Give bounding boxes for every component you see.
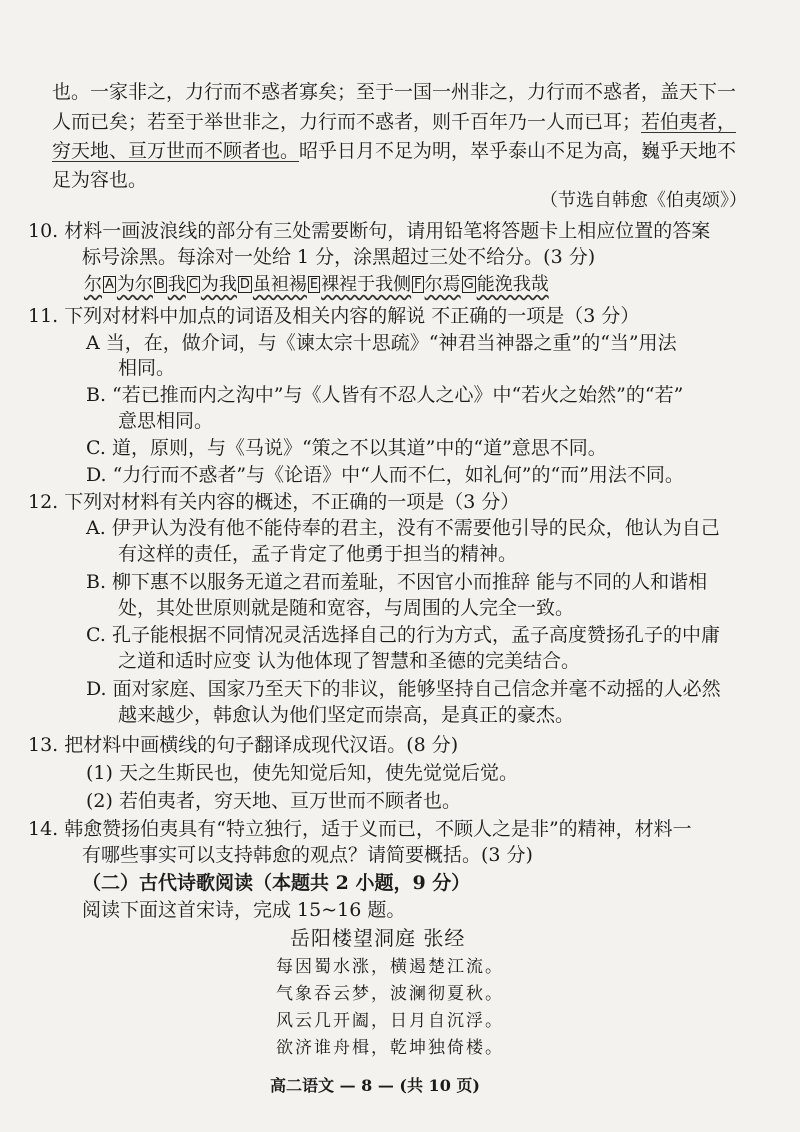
poem-line: 风云几开阖，日月自沉浮。	[276, 1011, 504, 1031]
q11-stem: 11. 下列对材料中加点的词语及相关内容的解说 不正确的一项是（3 分）	[28, 305, 640, 327]
option-box-b[interactable]: B	[155, 277, 165, 292]
passage-text: 人而已矣；若至于举世非之，力行而不惑者，则千百年乃一人而已耳；	[52, 111, 642, 133]
option-box-f[interactable]: F	[414, 277, 422, 292]
underlined-sentence: 穷天地、亘万世而不顾者也。	[52, 140, 300, 162]
passage-text: 也。一家非之，力行而不惑者寡矣；至于一国一州非之，力行而不惑者，盖天下一	[52, 81, 737, 103]
page-footer: 高二语文 — 8 — (共 10 页)	[270, 1076, 480, 1095]
underlined-sentence: 若伯夷者，	[641, 111, 737, 133]
q11-option-b-cont: 意思相同。	[118, 410, 214, 432]
poem-title: 岳阳楼望洞庭 张经	[290, 926, 466, 950]
q12-stem: 12. 下列对材料有关内容的概述，不正确的一项是（3 分）	[28, 491, 520, 513]
q12-option-b-cont: 处，其处世原则就是随和宽容，与周围的人完全一致。	[118, 597, 575, 619]
passage-text: 昭乎日月不足为明，崒乎泰山不足为高，巍乎天地不	[299, 140, 737, 162]
passage-line-2	[52, 110, 736, 134]
q13-stem: 13. 把材料中画横线的句子翻译成现代汉语。(8 分)	[28, 734, 459, 756]
poem-line: 气象吞云梦，波澜彻夏秋。	[276, 984, 504, 1004]
q11-option-a: A 当，在，做介词，与《谏太宗十思疏》“神君当神器之重”的“当”用法	[86, 332, 677, 354]
q11-option-b: B. “若已推而内之沟中”与《人皆有不忍人之心》中“若火之始然”的“若”	[86, 384, 684, 406]
option-box-d[interactable]: D	[239, 277, 250, 292]
q11-option-d: D. “力行而不惑者”与《论语》中“人而不仁，如礼何”的“而”用法不同。	[86, 464, 684, 486]
poem-line: 每因蜀水涨，横遏楚江流。	[276, 957, 504, 977]
passage-source: （节选自韩愈《伯夷颂》）	[540, 190, 747, 211]
section-heading: （二）古代诗歌阅读（本题共 2 小题，9 分）	[82, 872, 471, 894]
q12-option-d: D. 面对家庭、国家乃至天下的非议，能够坚持自己信念并毫不动摇的人必然	[86, 678, 721, 700]
q11-option-a-cont: 相同。	[118, 357, 176, 379]
passage-line-4	[52, 168, 147, 192]
q12-option-a: A. 伊尹认为没有他不能侍奉的君主，没有不需要他引导的民众，他认为自己	[86, 517, 720, 539]
q10-stem: 标号涂黑。每涂对一处给 1 分，涂黑超过三处不给分。(3 分)	[82, 246, 596, 268]
q11-option-c: C. 道，原则，与《马说》“策之不以其道”中的“道”意思不同。	[86, 437, 607, 459]
option-box-e[interactable]: E	[309, 277, 319, 292]
q10-stem: 10. 材料一画波浪线的部分有三处需要断句，请用铅笔将答题卡上相应位置的答案	[28, 220, 711, 242]
q12-option-a-cont: 有这样的责任，孟子肯定了他勇于担当的精神。	[118, 543, 518, 565]
q12-option-c-cont: 之道和适时应变 认为他体现了智慧和圣德的完美结合。	[118, 650, 581, 672]
q10-sentence	[84, 273, 549, 297]
passage-text: 足为容也。	[52, 169, 148, 191]
section-intro: 阅读下面这首宋诗，完成 15~16 题。	[82, 899, 406, 921]
option-box-a[interactable]: A	[105, 277, 114, 292]
q12-option-d-cont: 越来越少，韩愈认为他们坚定而崇高，是真正的豪杰。	[118, 704, 575, 726]
q13-sentence-1: (1) 天之生斯民也，使先知觉后知，使先觉觉后觉。	[86, 762, 518, 784]
q12-option-b: B. 柳下惠不以服务无道之君而羞耻，不因官小而推辞 能与不同的人和谐相	[86, 571, 708, 593]
q12-option-c: C. 孔子能根据不同情况灵活选择自己的行为方式，孟子高度赞扬孔子的中庸	[86, 624, 720, 646]
passage-line-3	[52, 139, 736, 163]
option-box-g[interactable]: G	[463, 277, 474, 292]
wavy-sentence: 尔 A 为尔 B 我 C 为我 D 虽袒裼 E 裸裎于我侧 F 尔焉 G 能浼我哉	[84, 274, 549, 295]
option-box-c[interactable]: C	[188, 277, 198, 292]
q14-stem-cont: 有哪些事实可以支持韩愈的观点？请简要概括。(3 分)	[82, 844, 533, 866]
passage-line-1	[52, 80, 736, 104]
poem-line: 欲济谁舟楫，乾坤独倚楼。	[276, 1038, 504, 1058]
q13-sentence-2: (2) 若伯夷者，穷天地、亘万世而不顾者也。	[86, 790, 461, 812]
q14-stem: 14. 韩愈赞扬伯夷具有“特立独行，适于义而已，不顾人之是非”的精神，材料一	[28, 818, 692, 840]
